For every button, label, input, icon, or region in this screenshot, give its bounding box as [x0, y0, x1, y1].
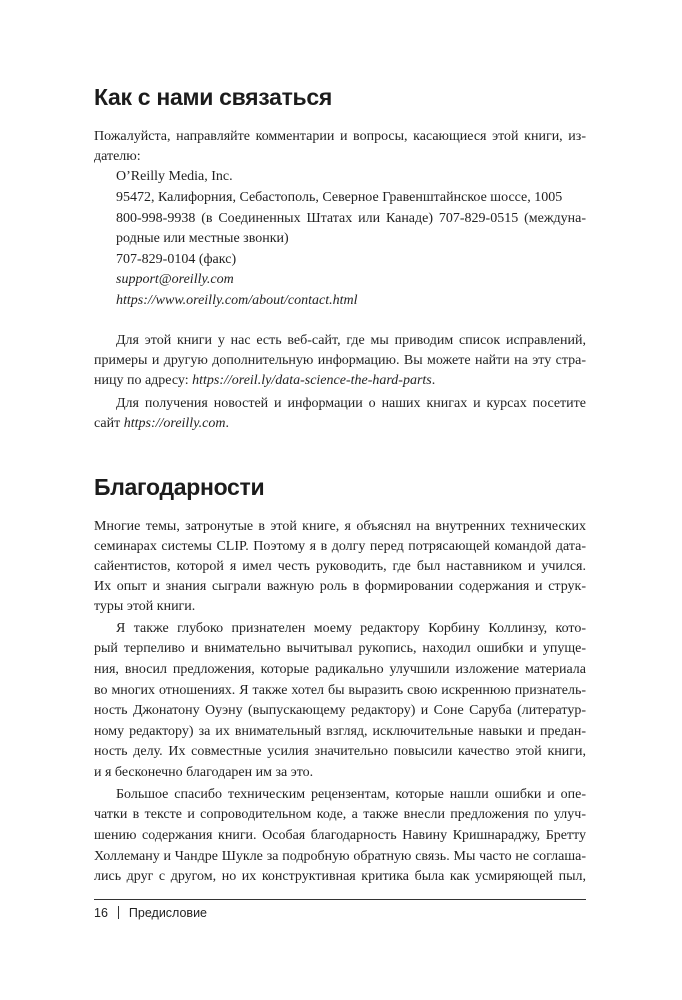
thanks-para2-line: во многих отношениях. Я также хотел бы выразить свою искреннюю признатель-	[94, 683, 586, 698]
website-para-line-1: Для этой книги у нас есть веб-сайт, где мы приводим список исправлений,	[116, 333, 586, 348]
section-heading-contact: Как с нами связаться	[94, 84, 333, 110]
thanks-para2-line: и я бесконечно благодарен им за это.	[94, 765, 314, 780]
thanks-para2-line: рый терпеливо и внимательно вычитывал рукопись, находил ошибки и упуще-	[94, 641, 586, 656]
website-para-line-2: примеры и другую дополнительную информацию. Вы можете найти на эту стра-	[94, 353, 586, 368]
news-para-line-1: Для получения новостей и информации о наших книгах и курсах посетите	[116, 396, 586, 411]
thanks-para2-line: Я также глубоко признателен моему редактору Корбину Коллинзу, кото-	[116, 621, 586, 636]
oreilly-site-link[interactable]: https://oreilly.com	[123, 416, 226, 431]
publisher-email-link[interactable]: support@oreilly.com	[116, 272, 234, 287]
news-para-line-2: сайт https://oreilly.com.	[94, 416, 229, 431]
thanks-para1-line: сайентистов, которой я имел честь руководить, где был наставником и учился.	[94, 559, 586, 574]
thanks-para1-line: Многие темы, затронутые в этой книге, я объяснял на внутренних технических	[94, 519, 586, 534]
thanks-para2-line: ность Джонатону Оуэну (выпускающему редактору) и Соне Саруба (литератур-	[94, 703, 586, 718]
thanks-para1-line: Их опыт и знания сыграли важную роль в формировании содержания и струк-	[94, 579, 586, 594]
thanks-para1-line: семинарах системы CLIP. Поэтому я в долгу перед потрясающей командой дата-	[94, 539, 586, 554]
thanks-para3-line: Большое спасибо техническим рецензентам, которые нашли ошибки и опе-	[116, 787, 586, 802]
thanks-para1-line: туры этой книги.	[94, 599, 196, 614]
thanks-para3-line: лись друг с другом, но их конструктивная критика была как усмиряющей пыл,	[94, 869, 586, 884]
publisher-name: O’Reilly Media, Inc.	[116, 169, 233, 184]
contact-intro-line-2: дателю:	[94, 149, 141, 164]
contact-intro-line-1: Пожалуйста, направляйте комментарии и вопросы, касающиеся этой книги, из-	[94, 129, 586, 144]
footer-divider	[94, 899, 586, 900]
publisher-fax: 707-829-0104 (факс)	[116, 252, 237, 267]
publisher-contact-url-link[interactable]: https://www.oreilly.com/about/contact.html	[116, 293, 358, 308]
thanks-para2-line: ния, вносил предложения, которые радикально улучшили изложение материала	[94, 662, 586, 677]
page-footer	[94, 906, 207, 920]
page-number: 16	[94, 906, 108, 920]
publisher-phone-line-1: 800-998-9938 (в Соединенных Штатах или Канаде) 707-829-0515 (междуна-	[116, 211, 586, 226]
thanks-para3-line: чатки в тексте и сопроводительном коде, а также внесли предложения по улуч-	[94, 807, 586, 822]
website-para-line-3: ницу по адресу: https://oreil.ly/data-science-the-hard-parts.	[94, 373, 436, 388]
running-footer-title: Предисловие	[128, 906, 208, 920]
thanks-para3-line: шению содержания книги. Особая благодарность Навину Кришнараджу, Бретту	[94, 828, 586, 843]
footer-separator	[118, 906, 119, 919]
section-heading-thanks: Благодарности	[94, 474, 265, 500]
thanks-para3-line: Холлеману и Чандре Шукле за подробную обратную связь. Мы часто не соглаша-	[94, 849, 586, 864]
thanks-para2-line: ному редактору) за их внимательный взгляд, исключительные навыки и предан-	[94, 724, 586, 739]
publisher-phone-line-2: родные или местные звонки)	[116, 231, 289, 246]
thanks-para2-line: ность делу. Их совместные усилия значительно повысили качество этой книги,	[94, 744, 586, 759]
book-website-link[interactable]: https://oreil.ly/data-science-the-hard-parts	[192, 373, 432, 388]
publisher-address: 95472, Калифорния, Себастополь, Северное Гравенштайнское шоссе, 1005	[116, 190, 563, 205]
